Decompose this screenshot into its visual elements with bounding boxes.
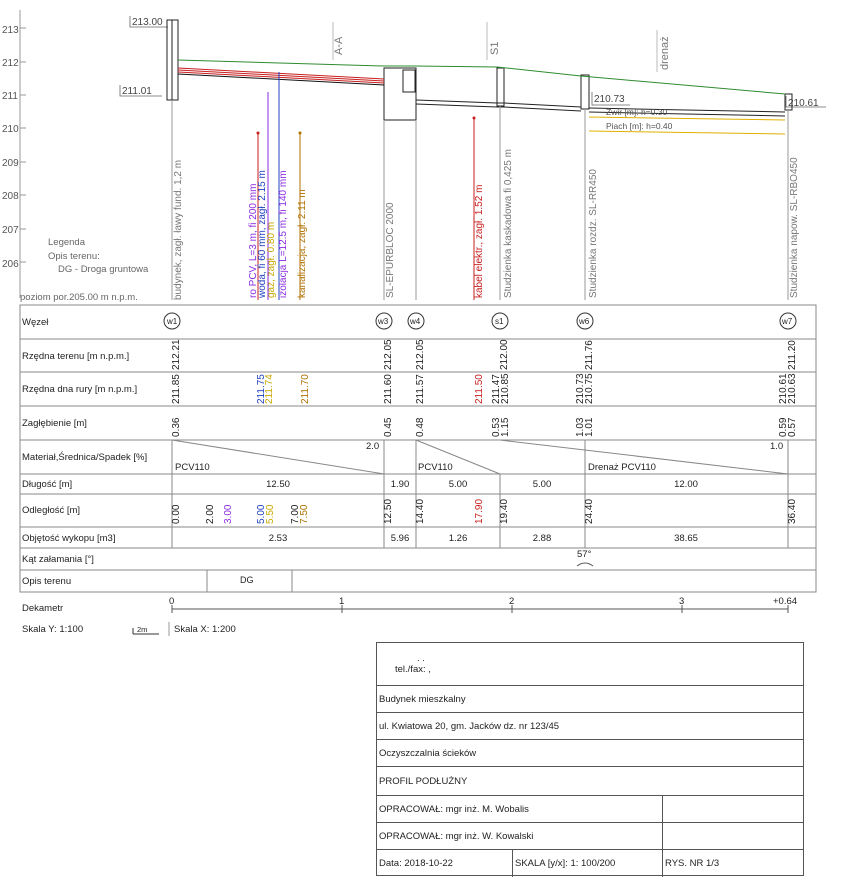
system-row bbox=[377, 739, 803, 766]
scale-info bbox=[22, 622, 236, 636]
volume-value: 5.96 bbox=[390, 533, 410, 544]
object-row bbox=[377, 685, 803, 712]
elev-marker-210-73: 210.73 bbox=[594, 94, 625, 105]
length-value: 12.00 bbox=[674, 479, 698, 490]
company-dots: . . bbox=[417, 652, 425, 664]
distance-value: 19.40 bbox=[499, 498, 510, 524]
node-label: w4 bbox=[410, 317, 421, 326]
depth-value: 0.36 bbox=[171, 417, 182, 437]
dekametr-tick: 3 bbox=[679, 596, 685, 607]
bottom-value: 211.57 bbox=[415, 374, 426, 404]
scale-y: Skala Y: 1:100 bbox=[22, 624, 84, 635]
distance-value: 17.90 bbox=[474, 498, 485, 524]
bottom-values bbox=[171, 373, 798, 404]
material-slope2: 1.0 bbox=[770, 441, 784, 452]
author-2: OPRACOWAŁ: mgr inż. W. Kowalski bbox=[379, 830, 534, 842]
scale-cell bbox=[512, 850, 662, 877]
elev-label: 208 bbox=[2, 191, 19, 202]
terrain-value: 212.05 bbox=[415, 339, 426, 370]
terrain-value: 211.76 bbox=[584, 340, 595, 370]
distance-value: 7.50 bbox=[299, 504, 310, 524]
bottom-value: 210.75 bbox=[584, 373, 595, 404]
author1-row bbox=[377, 795, 803, 822]
bottom-value: 211.85 bbox=[171, 374, 182, 404]
structures bbox=[167, 20, 792, 120]
section-label: A-A bbox=[333, 36, 345, 55]
depth-value: 0.45 bbox=[383, 417, 394, 437]
node-label: s1 bbox=[495, 317, 504, 326]
volume-value: 2.53 bbox=[268, 533, 288, 544]
terrain-values bbox=[171, 339, 798, 370]
bottom-value: 211.50 bbox=[474, 374, 485, 404]
material-seg2: PCV110 bbox=[418, 462, 453, 473]
bottom-value: 211.74 bbox=[264, 374, 275, 404]
dekametr-tick: 1 bbox=[339, 596, 345, 607]
depth-value: 1.01 bbox=[584, 417, 595, 437]
sheet-number: RYS. NR 1/3 bbox=[665, 858, 720, 869]
row-label-terrain: Rzędna terenu [m n.p.m.] bbox=[22, 351, 130, 362]
elevation-markers bbox=[120, 16, 826, 109]
distance-value: 5.00 bbox=[256, 504, 267, 524]
depth-values bbox=[171, 417, 798, 437]
company-block bbox=[377, 643, 803, 685]
elev-marker-210-61: 210.61 bbox=[788, 98, 819, 109]
node-label: w6 bbox=[579, 317, 590, 326]
angle-marker bbox=[577, 549, 593, 566]
author2-row bbox=[377, 822, 803, 849]
elev-label: 211 bbox=[2, 91, 18, 102]
material-seg3: Drenaż PCV110 bbox=[588, 462, 656, 473]
author1-signature bbox=[662, 796, 803, 822]
bottom-value: 210.61 bbox=[778, 373, 789, 404]
dekametr-tick: +0.64 bbox=[773, 596, 798, 607]
scale-value: SKALA [y/x]: 1: 100/200 bbox=[515, 858, 616, 869]
length-values bbox=[266, 479, 698, 490]
elev-label: 206 bbox=[2, 259, 19, 270]
elev-label: 209 bbox=[2, 158, 19, 169]
label-distribution-well: Studzienka rozdz. SL-RR450 bbox=[588, 169, 599, 298]
elev-label: 212 bbox=[2, 58, 19, 69]
label-cascade-well: Studzienka kaskadowa fi 0,425 m bbox=[503, 149, 514, 298]
datum-label: poziom por.205.00 m n.p.m. bbox=[20, 292, 138, 303]
s1-label: S1 bbox=[489, 41, 501, 55]
terrain-value: 212.00 bbox=[499, 339, 510, 370]
volume-values bbox=[269, 533, 698, 544]
vertical-labels bbox=[173, 149, 800, 300]
row-labels bbox=[22, 317, 147, 587]
row-label-distance: Odległość [m] bbox=[22, 505, 81, 516]
legend bbox=[20, 237, 149, 303]
pipe-lines bbox=[178, 68, 384, 85]
row-label-angle: Kąt załamania [°] bbox=[22, 554, 94, 565]
node-label: w7 bbox=[782, 317, 793, 326]
terrain-value: 212.05 bbox=[383, 339, 394, 370]
depth-value: 1.15 bbox=[500, 417, 511, 437]
elev-marker-213: 213.00 bbox=[132, 17, 163, 28]
bottom-value: 210.63 bbox=[787, 373, 798, 404]
volume-value: 1.26 bbox=[448, 533, 468, 544]
meta-row bbox=[377, 849, 803, 877]
label-gas: gaz, zagł. 0.80 m bbox=[266, 221, 277, 298]
row-label-volume: Objętość wykopu [m3] bbox=[22, 533, 116, 544]
author-1: OPRACOWAŁ: mgr inż. M. Wobalis bbox=[379, 803, 529, 815]
drain-layer-gravel: Żwir [m]: h=0.30 bbox=[606, 107, 668, 117]
legend-subtitle: Opis terenu: bbox=[48, 251, 100, 262]
node-markers bbox=[164, 313, 796, 329]
depth-value: 0.59 bbox=[778, 417, 789, 437]
label-sewer: kanalizacja, zagł. 2.11 m bbox=[297, 189, 308, 298]
terrain-desc-value: DG bbox=[240, 575, 254, 585]
bottom-value: 210.85 bbox=[500, 373, 511, 404]
label-water: woda, fi 60 mm, zagł. 2.15 m bbox=[257, 170, 268, 298]
material-seg1: PCV110 bbox=[175, 462, 210, 473]
elev-label: 210 bbox=[2, 124, 19, 135]
elevation-scale bbox=[2, 10, 26, 298]
scale-x: Skala X: 1:200 bbox=[174, 624, 236, 635]
dekametr-scale bbox=[22, 596, 797, 614]
length-value: 5.00 bbox=[532, 479, 552, 490]
row-label-material: Materiał,Średnica/Spadek [%] bbox=[22, 452, 148, 463]
length-value: 5.00 bbox=[448, 479, 468, 490]
distance-value: 7.00 bbox=[290, 504, 301, 524]
author2-signature bbox=[662, 823, 803, 849]
row-label-bottom: Rzędna dna rury [m n.p.m.] bbox=[22, 384, 138, 395]
terrain-value: 211.20 bbox=[787, 340, 798, 370]
bottom-value: 211.47 bbox=[491, 374, 502, 404]
date: Data: 2018-10-22 bbox=[379, 858, 453, 869]
sheet-cell bbox=[662, 850, 803, 877]
distance-value: 3.00 bbox=[223, 504, 234, 524]
top-labels bbox=[333, 22, 671, 72]
row-label-depth: Zagłębienie [m] bbox=[22, 418, 87, 429]
volume-value: 2.88 bbox=[532, 533, 552, 544]
drain-label: drenaż bbox=[659, 36, 671, 70]
elev-marker-211: 211.01 bbox=[122, 86, 152, 97]
terrain-value: 212.21 bbox=[171, 339, 182, 370]
distance-value: 36.40 bbox=[787, 498, 798, 524]
elev-label: 213 bbox=[2, 25, 19, 36]
material-values bbox=[175, 441, 783, 473]
elev-label: 207 bbox=[2, 225, 19, 236]
volume-value: 38.65 bbox=[674, 533, 698, 544]
company-phone: tel./fax: , bbox=[395, 663, 431, 675]
label-insulation: izolacja L=12.5 m, fi 140 mm bbox=[278, 170, 289, 298]
bottom-value: 211.60 bbox=[383, 374, 394, 404]
distance-value: 14.40 bbox=[415, 498, 426, 524]
label-pipe-pcv: ro PCV, L=3 m, fi 200 mm bbox=[248, 183, 259, 298]
row-label-length: Długość [m] bbox=[22, 479, 73, 490]
drawing-row bbox=[377, 766, 803, 795]
title-block bbox=[376, 642, 804, 876]
address: ul. Kwiatowa 20, gm. Jacków dz. nr 123/45 bbox=[379, 720, 560, 732]
legend-title: Legenda bbox=[48, 237, 85, 248]
drain-layer-sand: Piach [m]: h=0.40 bbox=[606, 121, 673, 131]
distance-values bbox=[171, 499, 798, 524]
system-name: Oczyszczalnia ścieków bbox=[379, 747, 477, 759]
depth-value: 0.48 bbox=[415, 417, 426, 437]
label-eurobloc: SL-EPURBLOC 2000 bbox=[385, 202, 396, 298]
label-surface-well: Studzienka napow. SL-RBO450 bbox=[789, 157, 800, 298]
dekametr-tick: 2 bbox=[509, 596, 515, 607]
utility-markers bbox=[257, 72, 476, 300]
distance-value: 12.50 bbox=[383, 498, 394, 524]
distance-value: 5.50 bbox=[265, 504, 276, 524]
label-building: budynek, zagł. ławy fund. 1,2 m bbox=[173, 159, 184, 300]
distance-value: 2.00 bbox=[205, 504, 216, 524]
length-value: 12.50 bbox=[266, 479, 290, 490]
distance-value: 24.40 bbox=[584, 498, 595, 524]
distance-value: 0.00 bbox=[171, 504, 182, 524]
label-cable: kabel elektr., zagł. 1.52 m bbox=[474, 184, 485, 298]
node-label: w3 bbox=[378, 317, 389, 326]
depth-value: 0.57 bbox=[787, 417, 798, 437]
row-label-terrain-desc: Opis terenu bbox=[22, 576, 72, 587]
object-name: Budynek mieszkalny bbox=[379, 693, 466, 705]
depth-value: 1.03 bbox=[575, 417, 586, 437]
length-value: 1.90 bbox=[390, 479, 410, 490]
depth-value: 0.53 bbox=[491, 417, 502, 437]
node-label: w1 bbox=[167, 317, 178, 326]
row-label-node: Węzeł bbox=[22, 317, 49, 328]
scale-bar-label: 2m bbox=[137, 625, 148, 634]
legend-item: DG - Droga gruntowa bbox=[58, 264, 149, 275]
bottom-value: 211.75 bbox=[256, 374, 267, 404]
bottom-value: 211.70 bbox=[300, 374, 311, 404]
dekametr-tick: 0 bbox=[169, 596, 175, 607]
drawing-title: PROFIL PODŁUŻNY bbox=[379, 775, 468, 787]
material-slope1: 2.0 bbox=[366, 441, 380, 452]
angle-value: 57° bbox=[577, 549, 592, 560]
address-row bbox=[377, 712, 803, 739]
bottom-value: 210.73 bbox=[575, 373, 586, 404]
dekametr-label: Dekametr bbox=[22, 603, 64, 614]
